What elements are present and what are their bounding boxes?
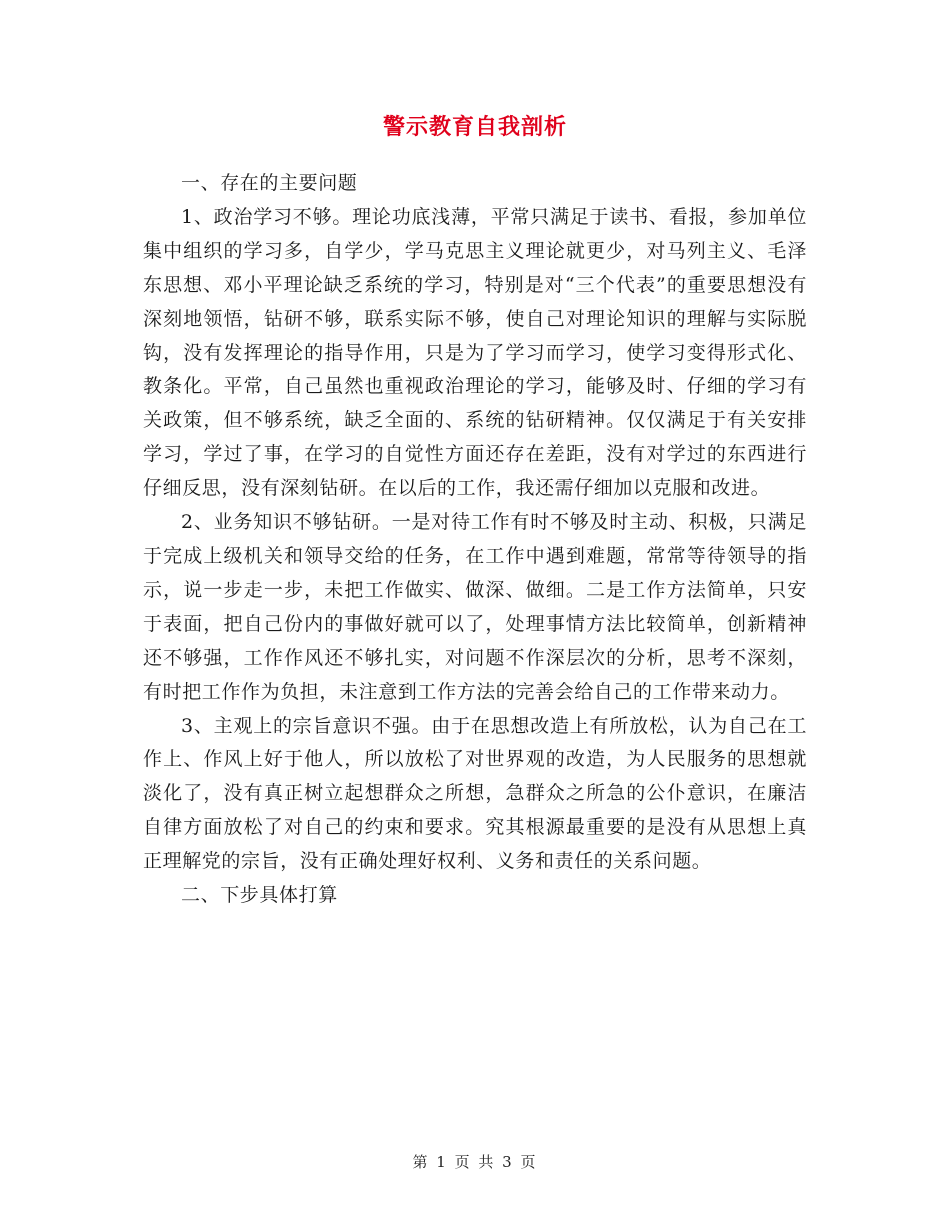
- document-title: 警示教育自我剖析: [382, 114, 567, 140]
- section-heading-problems: 一、存在的主要问题: [181, 172, 358, 194]
- section-heading-next-steps: 二、下步具体打算: [181, 884, 338, 907]
- paragraph-political-study: 1、政治学习不够。理论功底浅薄，平常只满足于读书、看报，参加单位集中组织的学习多，自学少，学马克思主义理论就更少，对马列主义、毛泽东思想、邓小平理论缺乏系统的学习，特别是对“三个代表”的重要思想没有深刻地领悟，钻研不够，联系实际不够，使自己对理论知识的理解与实际脱钩，没有发挥理论的指导作用，只是为了学习而学习，使学习变得形式化、教条化。平常，自己虽然也重视政治理论的学习，能够及时、仔细的学习有关政策，但不够系统，缺乏全面的、系统的钻研精神。仅仅满足于有关安排学习，学过了事，在学习的自觉性方面还存在差距，没有对学过的东西进行仔细反思，没有深刻钻研。在以后的工作，我还需仔细加以克服和改进。: [143, 205, 807, 500]
- paragraph-business-knowledge: 2、业务知识不够钻研。一是对待工作有时不够及时主动、积极，只满足于完成上级机关和领导交给的任务，在工作中遇到难题，常常等待领导的指示，说一步走一步，未把工作做实、做深、做细。二是工作方法简单，只安于表面，把自己份内的事做好就可以了，处理事情方法比较简单，创新精神还不够强，工作作风还不够扎实，对问题不作深层次的分析，思考不深刻，有时把工作作为负担，未注意到工作方法的完善会给自己的工作带来动力。: [143, 511, 807, 703]
- paragraph-purpose-awareness: 3、主观上的宗旨意识不强。由于在思想改造上有所放松，认为自己在工作上、作风上好于他人，所以放松了对世界观的改造，为人民服务的思想就淡化了，没有真正树立起想群众之所想，急群众之所急的公仆意识，在廉洁自律方面放松了对自己的约束和要求。究其根源最重要的是没有从思想上真正理解党的宗旨，没有正确处理好权利、义务和责任的关系问题。: [143, 714, 807, 873]
- document-body: [143, 167, 807, 913]
- page-number-footer: 第 1 页 共 3 页: [412, 1153, 538, 1171]
